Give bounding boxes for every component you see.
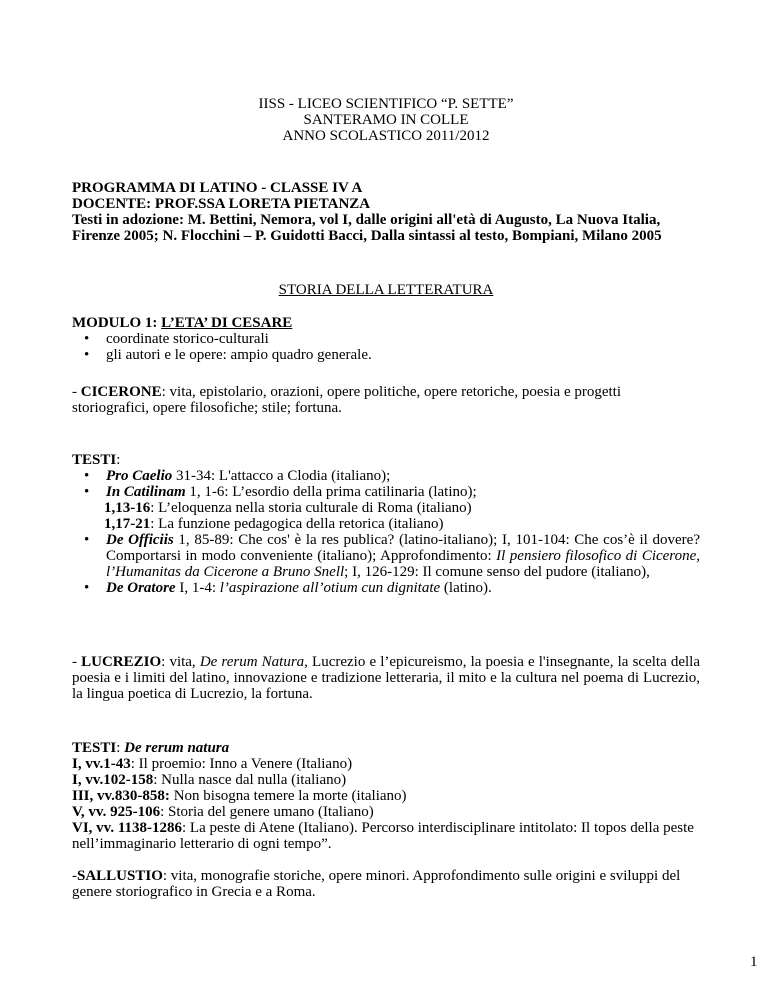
header-line-year: ANNO SCOLASTICO 2011/2012 <box>282 128 490 144</box>
passage-detail: : La funzione pedagogica della retorica (italiano) <box>150 516 444 532</box>
work-detail: 31-34: L'attacco a Clodia (italiano); <box>172 468 391 484</box>
lucrezio-paragraph <box>72 654 700 702</box>
module-1-title: L’ETA’ DI CESARE <box>161 315 293 331</box>
module-1-prefix: MODULO 1: <box>72 315 162 331</box>
passage-ref: I, vv.1-43 <box>72 756 131 772</box>
text-line <box>72 820 700 852</box>
passage-detail: : Nulla nasce dal nulla (italiano) <box>153 772 347 788</box>
dash: - <box>72 868 77 884</box>
module-1-bullet: • gli autori e le opere: ampio quadro generale. <box>72 347 700 363</box>
passage-detail: Non bisogna temere la morte (italiano) <box>169 788 407 804</box>
cicerone-texts-list <box>72 468 700 596</box>
textbooks-line-2: Firenze 2005; N. Flocchini – P. Guidotti Bacci, Dalla sintassi al testo, Bompiani, Milano 2005 <box>72 228 662 244</box>
passage-ref: 1,17-21 <box>104 516 151 532</box>
text-subitem <box>72 516 700 532</box>
work-title-italic: De rerum Natura <box>199 654 305 670</box>
teacher-line: DOCENTE: PROF.SSA LORETA PIETANZA <box>72 196 371 212</box>
work-detail-italic: l’aspirazione all’otium cun dignitate <box>219 580 441 596</box>
text-line <box>72 804 700 820</box>
work-detail: ; I, 126-129: Il comune senso del pudore (italiano), <box>344 564 650 580</box>
passage-detail: : Storia del genere umano (Italiano) <box>160 804 374 820</box>
text-item-in-catilinam <box>72 484 700 500</box>
texts-label: TESTI <box>72 740 117 756</box>
text-subitem <box>72 500 700 516</box>
module-1-list <box>72 331 700 363</box>
passage-ref: V, vv. 925-106 <box>72 804 161 820</box>
passage-detail: : L’eloquenza nella storia culturale di Roma (italiano) <box>150 500 472 516</box>
program-intro <box>72 180 712 244</box>
work-detail-italic: Il pensiero filosofico di Cicerone, l’Humanitas da Cicerone a Bruno Snell <box>106 548 700 580</box>
author-lucrezio: LUCREZIO <box>81 654 162 670</box>
dash: - <box>72 654 82 670</box>
author-sallustio: SALLUSTIO <box>77 868 163 884</box>
work-detail: 1, 1-6: L’esordio della prima catilinaria (latino); <box>185 484 477 500</box>
dash: - <box>72 384 81 400</box>
work-title: De Oratore <box>106 580 176 596</box>
textbooks-line-1: Testi in adozione: M. Bettini, Nemora, vol I, dalle origini all'età di Augusto, La Nuova Italia, <box>72 212 661 228</box>
work-title: Pro Caelio <box>106 468 173 484</box>
work-title: De rerum natura <box>124 740 230 756</box>
passage-detail: : La peste di Atene (Italiano). Percorso interdisciplinare intitolato: Il topos della peste nell’immaginario letterario di ogni tempo”. <box>72 820 694 852</box>
header-line-school: IISS - LICEO SCIENTIFICO “P. SETTE” <box>258 96 514 112</box>
work-detail: (latino). <box>440 580 492 596</box>
passage-ref: 1,13-16 <box>104 500 151 516</box>
cicerone-description: : vita, epistolario, orazioni, opere politiche, opere retoriche, poesia e progetti storiografici, opere filosofiche; stile; fortuna. <box>72 384 622 416</box>
lucrezio-description: : vita, <box>161 654 200 670</box>
lucrezio-description: , Lucrezio e l’epicureismo, la poesia e l'insegnante, la scelta della poesia e i limiti del latino, innovazione e tradizione letteraria, il mito e la cultura nel poema di Lucrezio, la lingua poetica di Lucrezio, la fortuna. <box>72 654 700 702</box>
module-1-heading <box>72 315 700 331</box>
sallustio-description: : vita, monografie storiche, opere minori. Approfondimento sulle origini e sviluppi del genere storiografico in Grecia e a Roma. <box>72 868 681 900</box>
lucrezio-texts <box>72 740 700 852</box>
texts-heading <box>72 452 700 468</box>
passage-ref: I, vv.102-158 <box>72 772 154 788</box>
cicerone-paragraph <box>72 384 700 416</box>
program-title: PROGRAMMA DI LATINO - CLASSE IV A <box>72 180 363 196</box>
author-cicerone: CICERONE <box>80 384 162 400</box>
text-line <box>72 788 700 804</box>
texts-heading <box>72 740 700 756</box>
page-number: 1 <box>750 954 758 970</box>
work-title: De Officiis <box>106 532 174 548</box>
school-header <box>72 96 700 144</box>
sallustio-paragraph <box>72 868 700 900</box>
text-item-pro-caelio <box>72 468 700 484</box>
text-line <box>72 756 700 772</box>
cicerone-texts <box>72 452 700 596</box>
passage-ref: III, vv.830-858: <box>72 788 170 804</box>
colon: : <box>116 452 121 468</box>
work-title: In Catilinam <box>106 484 186 500</box>
text-item-de-oratore <box>72 580 700 596</box>
texts-label: TESTI <box>72 452 117 468</box>
passage-ref: VI, vv. 1138-1286 <box>72 820 183 836</box>
passage-detail: : Il proemio: Inno a Venere (Italiano) <box>130 756 353 772</box>
header-line-town: SANTERAMO IN COLLE <box>303 112 469 128</box>
text-line <box>72 772 700 788</box>
work-detail: 1, 85-89: Che cos' è la res publica? (latino-italiano); I, 101-104: Che cos’è il dovere? Comportarsi in modo conveniente (italiano); Approfondimento: <box>106 532 700 564</box>
section-title: STORIA DELLA LETTERATURA <box>278 282 494 298</box>
module-1-bullet: • coordinate storico-culturali <box>72 331 700 347</box>
work-detail: I, 1-4: <box>175 580 220 596</box>
module-1 <box>72 315 700 363</box>
text-item-de-officiis <box>72 532 700 580</box>
colon: : <box>116 740 125 756</box>
